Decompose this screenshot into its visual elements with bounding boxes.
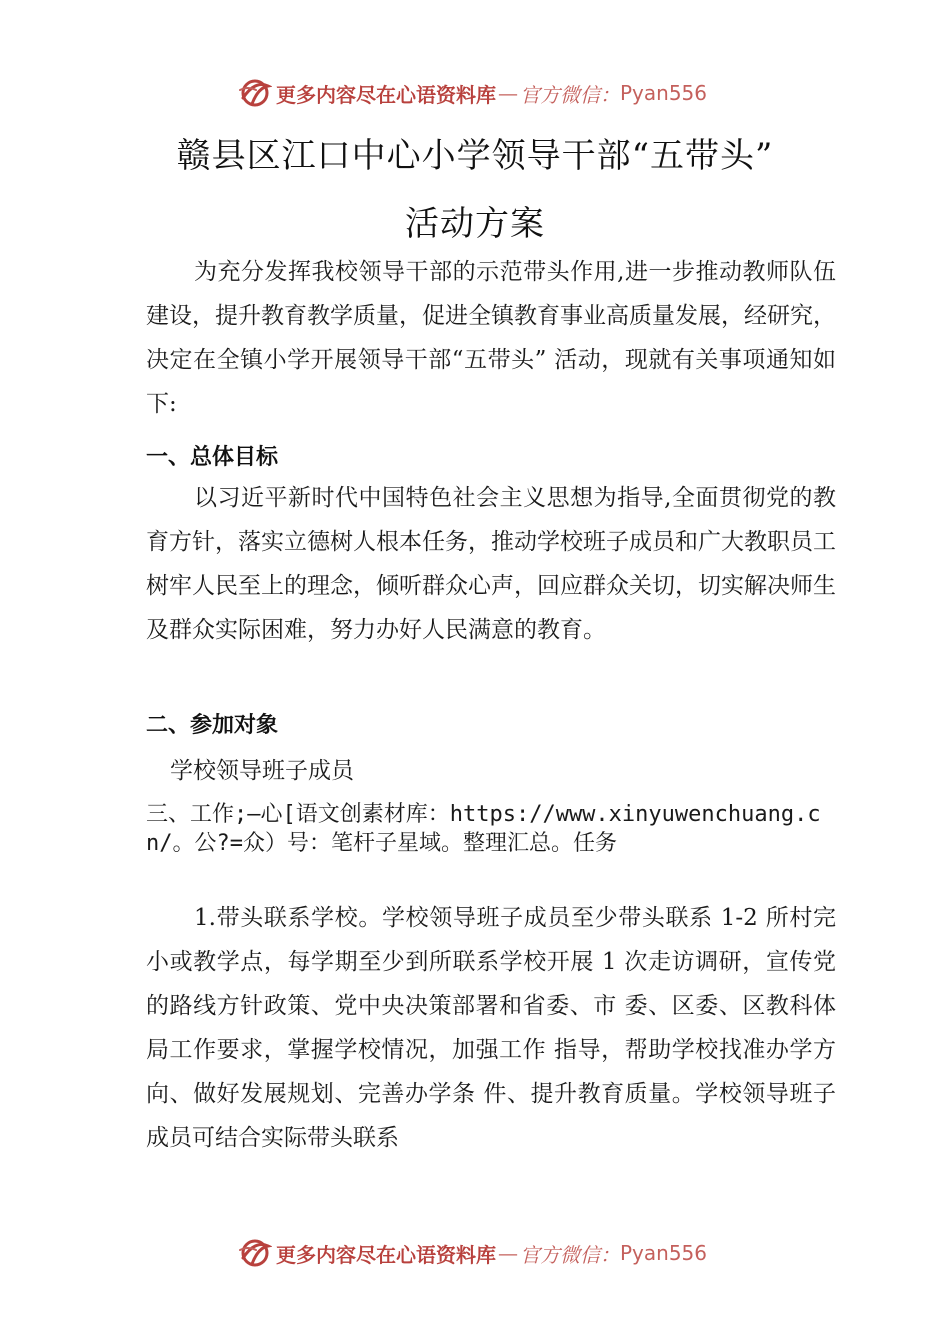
section-1-heading: 一、总体目标 — [146, 445, 279, 470]
wechat-label: 官方微信： — [520, 82, 620, 107]
brand-logo-icon — [238, 1236, 272, 1270]
footer-banner — [238, 1233, 707, 1273]
document-subtitle: 活动方案 — [405, 204, 545, 244]
wechat-id: Pyan556 — [620, 1241, 708, 1265]
banner-separator: — — [498, 1241, 518, 1265]
section-1-body: 以习近平新时代中国特色社会主义思想为指导,全面贯彻党的教育方针，落实立德树人根本任务，推动学校班子成员和广大教职员工树牢人民至上的理念，倾听群众心声，回应群众关切，切实解决师生及群众实际困难，努力办好人民满意的教育。 — [146, 485, 836, 643]
brand-logo-icon — [238, 76, 272, 110]
section-2-heading: 二、参加对象 — [146, 713, 279, 738]
brand-text: 更多内容尽在心语资料库 — [276, 82, 496, 107]
intro-paragraph: 为充分发挥我校领导干部的示范带头作用,进一步推动教师队伍建设，提升教育教学质量，促进全镇教育事业高质量发展，经研究，决定在全镇小学开展领导干部“五带头” 活动，现就有关事项通知如下: — [146, 259, 836, 417]
brand-text: 更多内容尽在心语资料库 — [276, 1242, 496, 1267]
document-title: 赣县区江口中心小学领导干部“五带头” — [176, 136, 774, 176]
header-banner — [238, 73, 707, 113]
banner-separator: — — [498, 81, 518, 105]
section-3-heading: 三、工作;—心[语文创素材库：https://www.xinyuwenchuang.cn/。公?=众）号：笔杆子星域。整理汇总。任务 — [146, 802, 821, 856]
wechat-id: Pyan556 — [620, 81, 708, 105]
item-1-paragraph: 1.带头联系学校。学校领导班子成员至少带头联系 1-2 所村完小或教学点，每学期至少到所联系学校开展 1 次走访调研，宣传党的路线方针政策、党中央决策部署和省委、市 委、区委、区教科体局工作要求，掌握学校情况，加强工作 指导，帮助学校找准办学方向、做好发展规划、完善办学条 件、提升教育质量。学校领导班子成员可结合实际带头联系 — [146, 905, 836, 1151]
wechat-label: 官方微信： — [520, 1242, 620, 1267]
section-2-body: 学校领导班子成员 — [170, 758, 354, 784]
